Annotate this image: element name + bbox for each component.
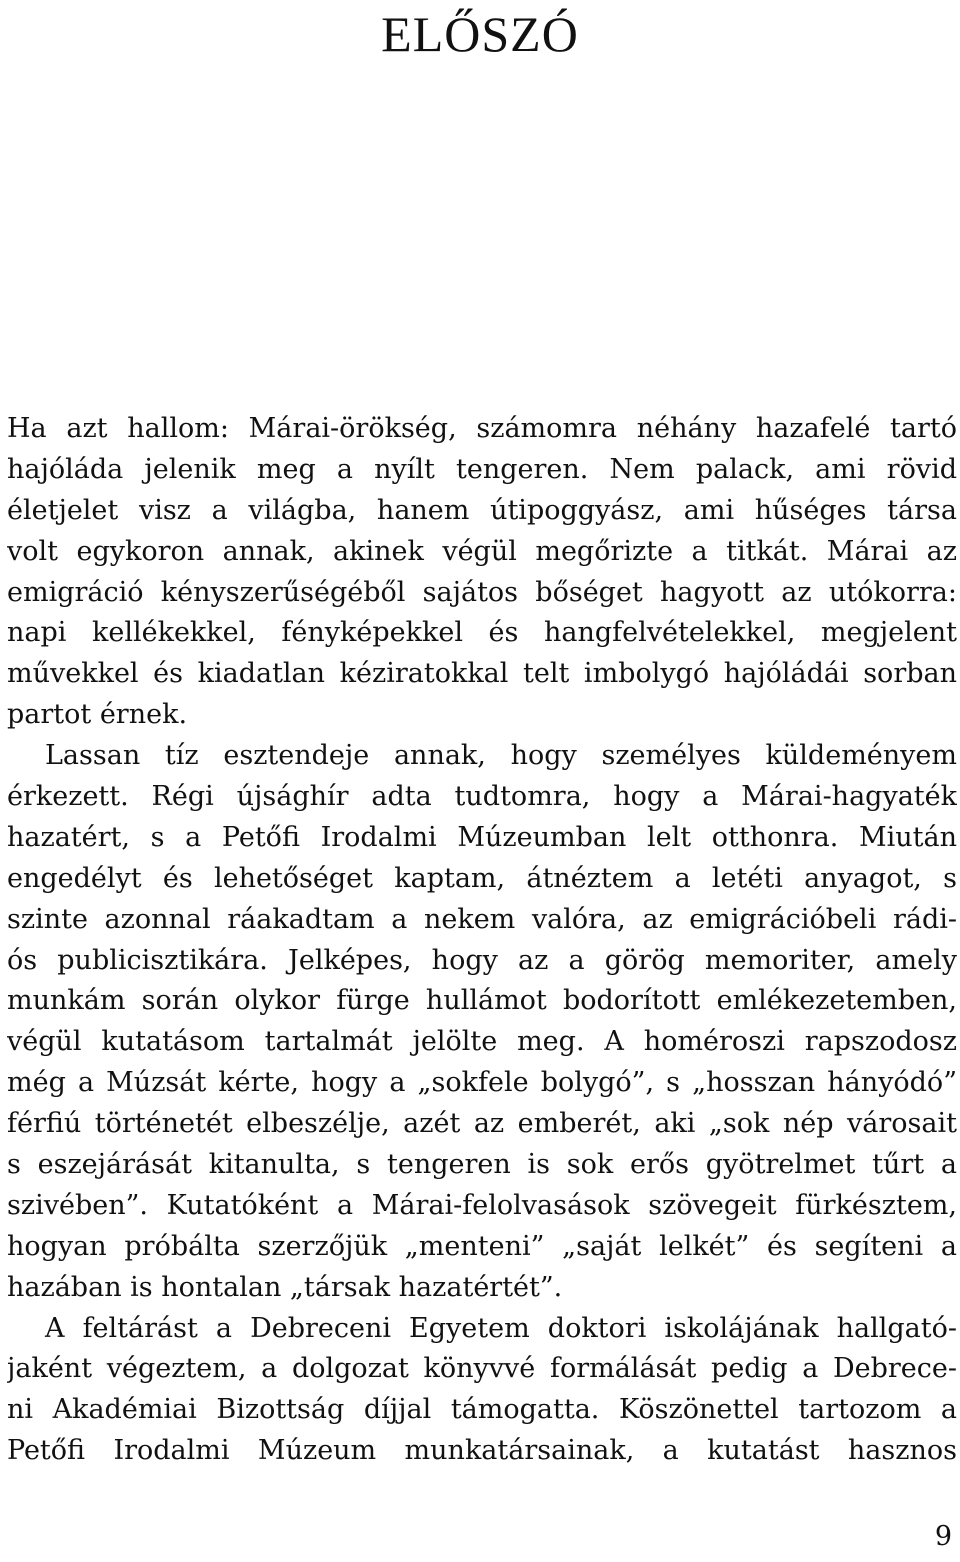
text-line: partot érnek.	[7, 699, 188, 731]
text-line: jaként végeztem, a dolgozat könyvvé formálását pedig a Debrece-	[7, 1353, 957, 1385]
text-line: végül kutatásom tartalmát jelölte meg. A homéroszi rapszodosz	[7, 1026, 957, 1058]
text-line: hazatért, s a Petőfi Irodalmi Múzeumban lelt otthonra. Miután	[7, 821, 957, 853]
page-title: ELŐSZÓ	[381, 6, 579, 62]
text-line: ni Akadémiai Bizottság díjjal támogatta. Köszönettel tartozom a	[7, 1394, 957, 1426]
text-line: érkezett. Régi újsághír adta tudtomra, hogy a Márai-hagyaték	[7, 781, 957, 813]
text-line: volt egykoron annak, akinek végül megőrizte a titkát. Márai az	[7, 535, 957, 567]
text-line: szivében”. Kutatóként a Márai-felolvasások szövegeit fürkésztem,	[7, 1189, 957, 1221]
text-line: Petőfi Irodalmi Múzeum munkatársainak, a kutatást hasznos	[7, 1435, 957, 1467]
body-text	[7, 409, 957, 1472]
text-line: hogyan próbálta szerzőjük „menteni” „saját lelkét” és segíteni a	[7, 1230, 957, 1262]
paragraph	[7, 409, 957, 736]
text-line: engedélyt és lehetőséget kaptam, átnéztem a letéti anyagot, s	[7, 862, 957, 894]
page-number: 9	[934, 1521, 952, 1552]
text-line: ós publicisztikára. Jelképes, hogy az a görög memoriter, amely	[7, 944, 957, 976]
text-line: Ha azt hallom: Márai-örökség, számomra néhány hazafelé tartó	[7, 413, 957, 444]
paragraph	[7, 736, 957, 1308]
text-line: még a Múzsát kérte, hogy a „sokfele bolygó”, s „hosszan hányódó”	[7, 1067, 957, 1099]
text-line: hazában is hontalan „társak hazatértét”.	[7, 1271, 563, 1303]
text-line: s eszejárását kitanulta, s tengeren is sok erős gyötrelmet tűrt a	[7, 1149, 957, 1181]
text-line: életjelet visz a világba, hanem útipoggyász, ami hűséges társa	[7, 494, 957, 526]
paragraph	[7, 1309, 957, 1473]
text-line: művekkel és kiadatlan kéziratokkal telt imbolygó hajóládái sorban	[7, 658, 957, 690]
text-line: hajóláda jelenik meg a nyílt tengeren. Nem palack, ami rövid	[7, 453, 957, 485]
text-line: napi kellékekkel, fényképekkel és hangfelvételekkel, megjelent	[7, 617, 957, 649]
text-line: A feltárást a Debreceni Egyetem doktori iskolájának hallgató-	[45, 1312, 957, 1344]
text-line: emigráció kényszerűségéből sajátos bőséget hagyott az utókorra:	[7, 576, 957, 608]
text-line: Lassan tíz esztendeje annak, hogy személyes küldeményem	[45, 740, 957, 772]
text-line: szinte azonnal ráakadtam a nekem valóra, az emigrációbeli rádi-	[7, 903, 957, 935]
text-line: férfiú történetét elbeszélje, azét az emberét, aki „sok nép városait	[7, 1108, 957, 1140]
text-line: munkám során olykor fürge hullámot bodorított emlékezetemben,	[7, 985, 957, 1017]
